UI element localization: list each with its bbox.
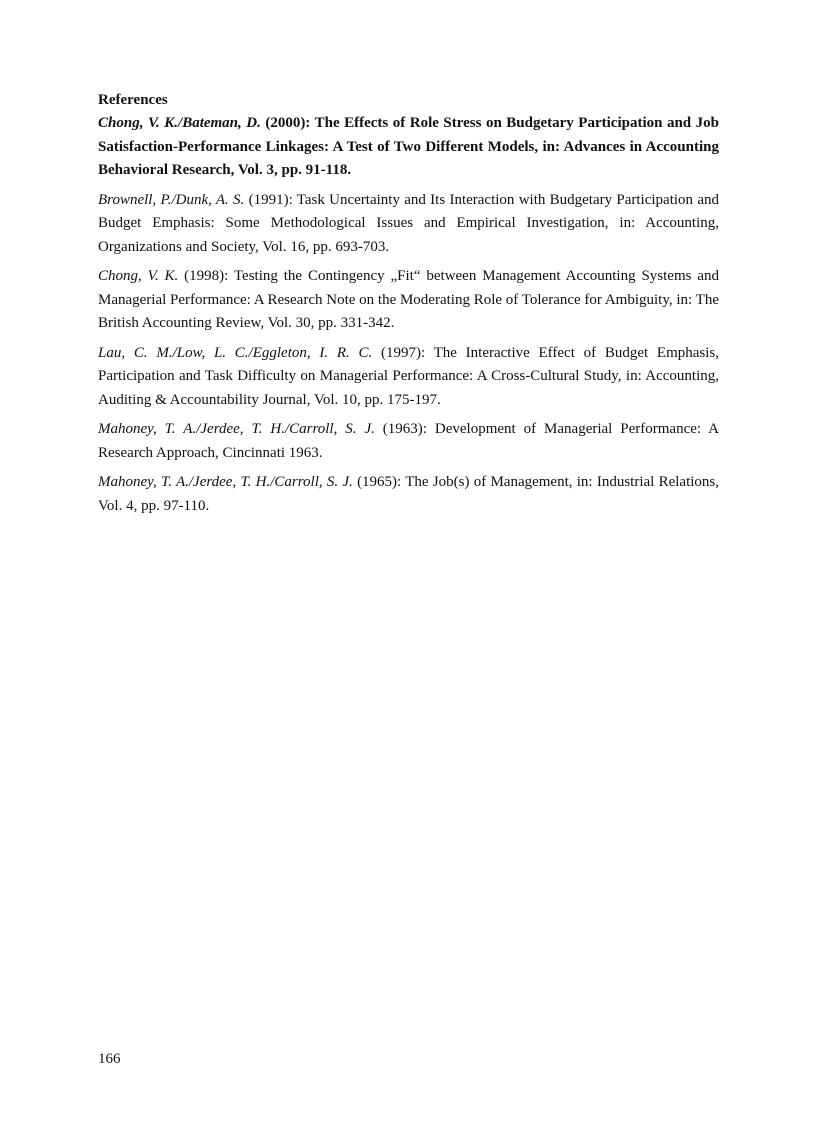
reference-authors: Lau, C. M./Low, L. C./Eggleton, I. R. C. <box>98 344 373 361</box>
reference-details: (2000): The Effects of Role Stress on Budgetary Participation and Job Satisfaction-Performance Linkages: A Test of Two Different Models, in: Advances in Accounting Behavioral Research, Vol. 3, pp. 91-118. <box>98 115 719 178</box>
reference-authors: Mahoney, T. A./Jerdee, T. H./Carroll, S. J. <box>98 474 353 490</box>
references-section <box>98 90 719 524</box>
reference-details: (1997): The Interactive Effect of Budget Emphasis, Participation and Task Difficulty on Managerial Performance: A Cross-Cultural Study, in: Accounting, Auditing & Accountability Journal, Vol. 10, pp. 175-197. <box>98 344 719 408</box>
reference-authors: Chong, V. K./Bateman, D. <box>98 115 261 131</box>
reference-entry <box>98 471 719 518</box>
reference-authors: Brownell, P./Dunk, A. S. <box>98 191 245 208</box>
reference-details: (1965): The Job(s) of Management, in: Industrial Relations, Vol. 4, pp. 97-110. <box>98 474 720 514</box>
reference-authors: Chong, V. K. <box>98 268 179 284</box>
references-heading: References <box>98 92 168 108</box>
reference-details: (1998): Testing the Contingency „Fit“ between Management Accounting Systems and Managerial Performance: A Research Note on the Moderating Role of Tolerance for Ambiguity, in: The British Accounting Review, Vol. 30, pp. 331-342. <box>98 268 719 331</box>
reference-entry <box>98 189 719 260</box>
reference-details: (1991): Task Uncertainty and Its Interaction with Budgetary Participation and Budget Emphasis: Some Methodological Issues and Empirical Investigation, in: Accounting, Organizations and Society, Vol. 16, pp. 693-703. <box>98 191 719 255</box>
reference-details: (1963): Development of Managerial Performance: A Research Approach, Cincinnati 1963. <box>98 421 719 461</box>
page-number: 166 <box>98 1051 121 1067</box>
reference-entry <box>98 112 719 183</box>
reference-authors: Mahoney, T. A./Jerdee, T. H./Carroll, S. J. <box>98 421 375 437</box>
reference-entry <box>98 342 719 413</box>
reference-entry <box>98 265 719 336</box>
reference-entry <box>98 418 719 465</box>
